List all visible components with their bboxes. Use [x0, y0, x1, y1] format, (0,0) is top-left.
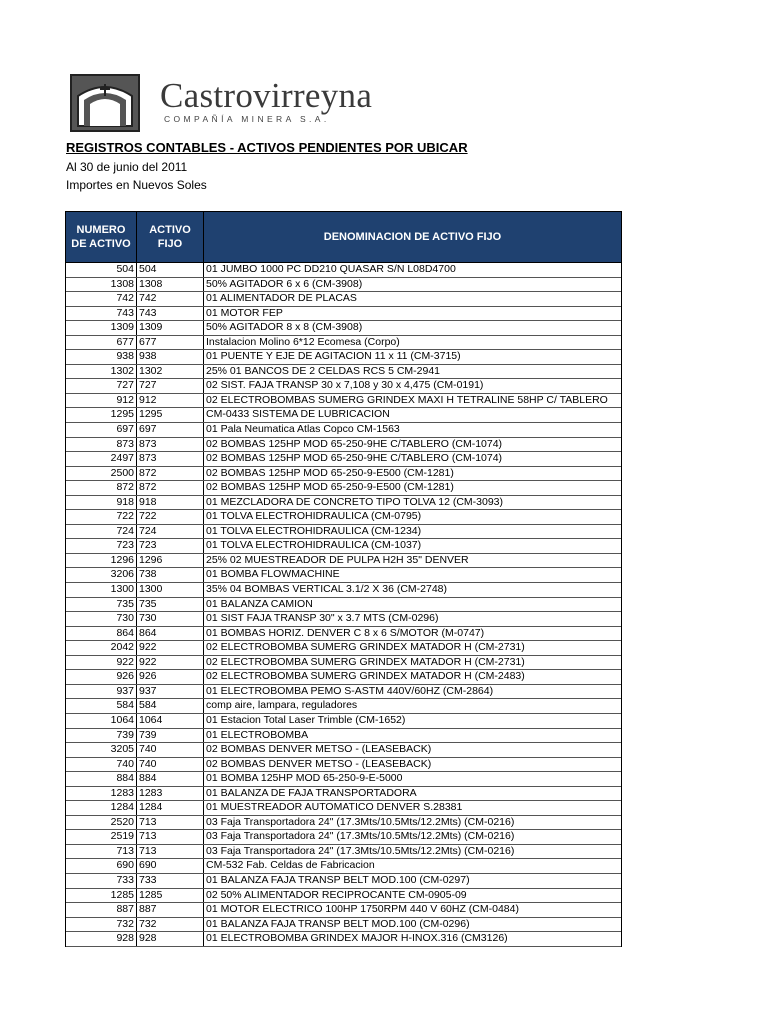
- cell-numero-activo: 3206: [66, 568, 137, 582]
- table-row: [66, 481, 621, 496]
- cell-numero-activo: 677: [66, 336, 137, 350]
- cell-denominacion: 35% 04 BOMBAS VERTICAL 3.1/2 X 36 (CM-2748): [206, 583, 448, 596]
- cell-numero-activo: 735: [66, 598, 137, 612]
- cell-numero-activo: 1064: [66, 714, 137, 728]
- cell-numero-activo: 504: [66, 263, 137, 277]
- cell-numero-activo: 2520: [66, 816, 137, 830]
- cell-numero-activo: 2519: [66, 830, 137, 844]
- table-row: [66, 263, 621, 278]
- table-row: [66, 321, 621, 336]
- cell-denominacion: 01 BALANZA FAJA TRANSP BELT MOD.100 (CM-0297): [206, 873, 470, 886]
- table-row: [66, 685, 621, 700]
- table-row: [66, 583, 621, 598]
- cell-denominacion: 03 Faja Transportadora 24" (17.3Mts/10.5Mts/12.2Mts) (CM-0216): [206, 830, 515, 843]
- cell-denominacion: 02 BOMBAS 125HP MOD 65-250-9-E500 (CM-1281): [206, 481, 454, 494]
- cell-denominacion: 02 ELECTROBOMBA SUMERG GRINDEX MATADOR H (CM-2483): [206, 670, 525, 683]
- table-row: [66, 729, 621, 744]
- table-row: [66, 874, 621, 889]
- cell-numero-activo: 743: [66, 307, 137, 321]
- cell-denominacion: 01 SIST FAJA TRANSP 30" x 3.7 MTS (CM-0296): [206, 612, 439, 625]
- cell-denominacion: Instalacion Molino 6*12 Ecomesa (Corpo): [206, 335, 400, 348]
- cell-activo-fijo: 1064: [137, 714, 204, 728]
- cell-activo-fijo: 937: [137, 685, 204, 699]
- cell-denominacion: 01 BOMBA 125HP MOD 65-250-9-E-5000: [206, 772, 403, 785]
- cell-numero-activo: 1285: [66, 889, 137, 903]
- cell-numero-activo: 864: [66, 627, 137, 641]
- company-subtitle: COMPAÑÍA MINERA S.A.: [164, 114, 330, 124]
- cell-denominacion: 01 ELECTROBOMBA PEMO S-ASTM 440V/60HZ (CM-2864): [206, 684, 494, 697]
- cell-denominacion: 02 BOMBAS DENVER METSO - (LEASEBACK): [206, 743, 432, 756]
- cell-denominacion: 01 TOLVA ELECTROHIDRAULICA (CM-0795): [206, 510, 422, 523]
- cell-numero-activo: 727: [66, 379, 137, 393]
- cell-denominacion: 01 TOLVA ELECTROHIDRAULICA (CM-1037): [206, 539, 422, 552]
- cell-activo-fijo: 733: [137, 874, 204, 888]
- table-row: [66, 845, 621, 860]
- table-row: [66, 670, 621, 685]
- cell-numero-activo: 722: [66, 510, 137, 524]
- cell-activo-fijo: 912: [137, 394, 204, 408]
- cell-activo-fijo: 697: [137, 423, 204, 437]
- cell-numero-activo: 1296: [66, 554, 137, 568]
- cell-activo-fijo: 743: [137, 307, 204, 321]
- cell-numero-activo: 1283: [66, 787, 137, 801]
- cell-activo-fijo: 873: [137, 438, 204, 452]
- cell-numero-activo: 912: [66, 394, 137, 408]
- cell-denominacion: 01 ELECTROBOMBA: [206, 728, 309, 741]
- cell-numero-activo: 1284: [66, 801, 137, 815]
- table-row: [66, 801, 621, 816]
- cell-denominacion: 50% AGITADOR 6 x 6 (CM-3908): [206, 277, 363, 290]
- cell-numero-activo: 918: [66, 496, 137, 510]
- cell-numero-activo: 1309: [66, 321, 137, 335]
- cell-activo-fijo: 722: [137, 510, 204, 524]
- column-header-denominacion: DENOMINACION DE ACTIVO FIJO: [323, 231, 502, 243]
- cell-activo-fijo: 732: [137, 918, 204, 932]
- table-row: [66, 612, 621, 627]
- cell-activo-fijo: 742: [137, 292, 204, 306]
- table-row: [66, 903, 621, 918]
- cell-denominacion: comp aire, lampara, reguladores: [206, 699, 358, 712]
- cell-activo-fijo: 740: [137, 758, 204, 772]
- cell-numero-activo: 584: [66, 699, 137, 713]
- table-row: [66, 772, 621, 787]
- cell-denominacion: 02 ELECTROBOMBAS SUMERG GRINDEX MAXI H TETRALINE 58HP C/ TABLERO: [206, 393, 608, 406]
- cell-numero-activo: 928: [66, 932, 137, 946]
- currency-line: Importes en Nuevos Soles: [66, 178, 207, 192]
- cell-activo-fijo: 724: [137, 525, 204, 539]
- table-row: [66, 452, 621, 467]
- table-row: [66, 510, 621, 525]
- date-line: Al 30 de junio del 2011: [66, 160, 188, 174]
- table-row: [66, 932, 621, 947]
- cell-activo-fijo: 1296: [137, 554, 204, 568]
- table-row: [66, 758, 621, 773]
- cell-activo-fijo: 730: [137, 612, 204, 626]
- cell-denominacion: 03 Faja Transportadora 24" (17.3Mts/10.5Mts/12.2Mts) (CM-0216): [206, 815, 515, 828]
- cell-activo-fijo: 738: [137, 568, 204, 582]
- cell-numero-activo: 3205: [66, 743, 137, 757]
- cell-activo-fijo: 918: [137, 496, 204, 510]
- cell-activo-fijo: 884: [137, 772, 204, 786]
- cell-denominacion: 01 BALANZA CAMION: [206, 597, 313, 610]
- cell-numero-activo: 2042: [66, 641, 137, 655]
- cell-denominacion: 01 MEZCLADORA DE CONCRETO TIPO TOLVA 12 (CM-3093): [206, 495, 504, 508]
- cell-denominacion: 02 BOMBAS 125HP MOD 65-250-9HE C/TABLERO (CM-1074): [206, 452, 503, 465]
- cell-numero-activo: 740: [66, 758, 137, 772]
- cell-numero-activo: 732: [66, 918, 137, 932]
- cell-numero-activo: 926: [66, 670, 137, 684]
- cell-activo-fijo: 713: [137, 830, 204, 844]
- cell-activo-fijo: 504: [137, 263, 204, 277]
- cell-denominacion: 02 BOMBAS DENVER METSO - (LEASEBACK): [206, 757, 432, 770]
- table-row: [66, 394, 621, 409]
- cell-denominacion: 25% 01 BANCOS DE 2 CELDAS RCS 5 CM-2941: [206, 364, 441, 377]
- cell-denominacion: 01 BOMBAS HORIZ. DENVER C 8 x 6 S/MOTOR (M-0747): [206, 626, 485, 639]
- table-row: [66, 379, 621, 394]
- cell-activo-fijo: 926: [137, 670, 204, 684]
- cell-denominacion: 02 SIST. FAJA TRANSP 30 x 7,108 y 30 x 4,475 (CM-0191): [206, 379, 484, 392]
- cell-denominacion: 01 TOLVA ELECTROHIDRAULICA (CM-1234): [206, 524, 422, 537]
- column-header-numero: NUMERO DE ACTIVO: [66, 212, 137, 262]
- cell-activo-fijo: 922: [137, 656, 204, 670]
- cell-denominacion: 03 Faja Transportadora 24" (17.3Mts/10.5Mts/12.2Mts) (CM-0216): [206, 844, 515, 857]
- table-row: [66, 423, 621, 438]
- table-row: [66, 787, 621, 802]
- table-row: [66, 496, 621, 511]
- cell-activo-fijo: 928: [137, 932, 204, 946]
- cell-activo-fijo: 872: [137, 481, 204, 495]
- cell-numero-activo: 697: [66, 423, 137, 437]
- cell-activo-fijo: 1309: [137, 321, 204, 335]
- cell-activo-fijo: 1302: [137, 365, 204, 379]
- cell-activo-fijo: 1308: [137, 278, 204, 292]
- cell-denominacion: CM-0433 SISTEMA DE LUBRICACION: [206, 408, 390, 421]
- cell-numero-activo: 2500: [66, 467, 137, 481]
- cell-denominacion: 02 BOMBAS 125HP MOD 65-250-9-E500 (CM-1281): [206, 466, 454, 479]
- cell-denominacion: 01 PUENTE Y EJE DE AGITACION 11 x 11 (CM-3715): [206, 350, 461, 363]
- cell-activo-fijo: 677: [137, 336, 204, 350]
- cell-activo-fijo: 690: [137, 859, 204, 873]
- table-row: [66, 350, 621, 365]
- table-row: [66, 859, 621, 874]
- document-title: REGISTROS CONTABLES - ACTIVOS PENDIENTES POR UBICAR: [66, 140, 468, 155]
- cell-activo-fijo: 938: [137, 350, 204, 364]
- cell-activo-fijo: 864: [137, 627, 204, 641]
- cell-numero-activo: 713: [66, 845, 137, 859]
- cell-denominacion: 02 ELECTROBOMBA SUMERG GRINDEX MATADOR H (CM-2731): [206, 641, 525, 654]
- cell-numero-activo: 2497: [66, 452, 137, 466]
- cell-numero-activo: 739: [66, 729, 137, 743]
- cell-activo-fijo: 723: [137, 539, 204, 553]
- cell-activo-fijo: 584: [137, 699, 204, 713]
- cell-numero-activo: 730: [66, 612, 137, 626]
- table-body: [65, 263, 622, 947]
- table-row: [66, 699, 621, 714]
- table-row: [66, 467, 621, 482]
- cell-numero-activo: 1308: [66, 278, 137, 292]
- cell-numero-activo: 1302: [66, 365, 137, 379]
- table-row: [66, 656, 621, 671]
- cell-numero-activo: 1295: [66, 408, 137, 422]
- cell-numero-activo: 742: [66, 292, 137, 306]
- table-row: [66, 714, 621, 729]
- cell-numero-activo: 887: [66, 903, 137, 917]
- cell-numero-activo: 690: [66, 859, 137, 873]
- cell-activo-fijo: 735: [137, 598, 204, 612]
- cell-numero-activo: 922: [66, 656, 137, 670]
- table-row: [66, 641, 621, 656]
- cell-denominacion: 01 Pala Neumatica Atlas Copco CM-1563: [206, 423, 400, 436]
- table-row: [66, 438, 621, 453]
- cell-activo-fijo: 872: [137, 467, 204, 481]
- cell-numero-activo: 872: [66, 481, 137, 495]
- table-row: [66, 918, 621, 933]
- cell-activo-fijo: 739: [137, 729, 204, 743]
- cell-denominacion: 01 BOMBA FLOWMACHINE: [206, 568, 340, 581]
- table-row: [66, 408, 621, 423]
- company-name: Castrovirreyna: [160, 76, 373, 115]
- cell-activo-fijo: 740: [137, 743, 204, 757]
- table-row: [66, 539, 621, 554]
- mining-shield-icon: [70, 74, 140, 132]
- cell-denominacion: 02 BOMBAS 125HP MOD 65-250-9HE C/TABLERO (CM-1074): [206, 437, 503, 450]
- cell-numero-activo: 937: [66, 685, 137, 699]
- cell-numero-activo: 723: [66, 539, 137, 553]
- cell-activo-fijo: 873: [137, 452, 204, 466]
- cell-activo-fijo: 887: [137, 903, 204, 917]
- cell-denominacion: 25% 02 MUESTREADOR DE PULPA H2H 35" DENVER: [206, 553, 469, 566]
- column-header-activo-fijo: ACTIVO FIJO: [137, 212, 204, 262]
- cell-denominacion: 01 MOTOR ELECTRICO 100HP 1750RPM 440 V 60HZ (CM-0484): [206, 903, 519, 916]
- cell-denominacion: 01 BALANZA FAJA TRANSP BELT MOD.100 (CM-0296): [206, 917, 470, 930]
- cell-denominacion: 01 MOTOR FEP: [206, 306, 283, 319]
- table-row: [66, 278, 621, 293]
- cell-denominacion: 01 BALANZA DE FAJA TRANSPORTADORA: [206, 786, 417, 799]
- cell-activo-fijo: 713: [137, 845, 204, 859]
- cell-activo-fijo: 727: [137, 379, 204, 393]
- cell-denominacion: 01 JUMBO 1000 PC DD210 QUASAR S/N L08D4700: [206, 263, 456, 275]
- cell-denominacion: 01 ALIMENTADOR DE PLACAS: [206, 292, 357, 305]
- table-row: [66, 365, 621, 380]
- table-header: [65, 211, 622, 263]
- cell-activo-fijo: 713: [137, 816, 204, 830]
- table-row: [66, 816, 621, 831]
- cell-activo-fijo: 1283: [137, 787, 204, 801]
- assets-table: [65, 211, 622, 947]
- cell-denominacion: 01 MUESTREADOR AUTOMATICO DENVER S.28381: [206, 801, 463, 814]
- cell-numero-activo: 724: [66, 525, 137, 539]
- cell-numero-activo: 733: [66, 874, 137, 888]
- cell-denominacion: 50% AGITADOR 8 x 8 (CM-3908): [206, 321, 363, 334]
- table-row: [66, 743, 621, 758]
- cell-numero-activo: 873: [66, 438, 137, 452]
- cell-denominacion: 01 Estacion Total Laser Trimble (CM-1652): [206, 713, 406, 726]
- table-row: [66, 554, 621, 569]
- cell-activo-fijo: 922: [137, 641, 204, 655]
- table-row: [66, 568, 621, 583]
- cell-numero-activo: 1300: [66, 583, 137, 597]
- cell-denominacion: CM-532 Fab. Celdas de Fabricacion: [206, 859, 375, 872]
- table-row: [66, 336, 621, 351]
- table-row: [66, 627, 621, 642]
- cell-numero-activo: 938: [66, 350, 137, 364]
- table-row: [66, 307, 621, 322]
- cell-denominacion: 01 ELECTROBOMBA GRINDEX MAJOR H-INOX.316 (CM3126): [206, 932, 508, 945]
- table-row: [66, 525, 621, 540]
- table-row: [66, 830, 621, 845]
- cell-denominacion: 02 ELECTROBOMBA SUMERG GRINDEX MATADOR H (CM-2731): [206, 655, 525, 668]
- cell-activo-fijo: 1300: [137, 583, 204, 597]
- cell-activo-fijo: 1284: [137, 801, 204, 815]
- table-row: [66, 598, 621, 613]
- cell-activo-fijo: 1295: [137, 408, 204, 422]
- cell-activo-fijo: 1285: [137, 889, 204, 903]
- table-row: [66, 889, 621, 904]
- cell-denominacion: 02 50% ALIMENTADOR RECIPROCANTE CM-0905-09: [206, 888, 467, 901]
- cell-numero-activo: 884: [66, 772, 137, 786]
- table-row: [66, 292, 621, 307]
